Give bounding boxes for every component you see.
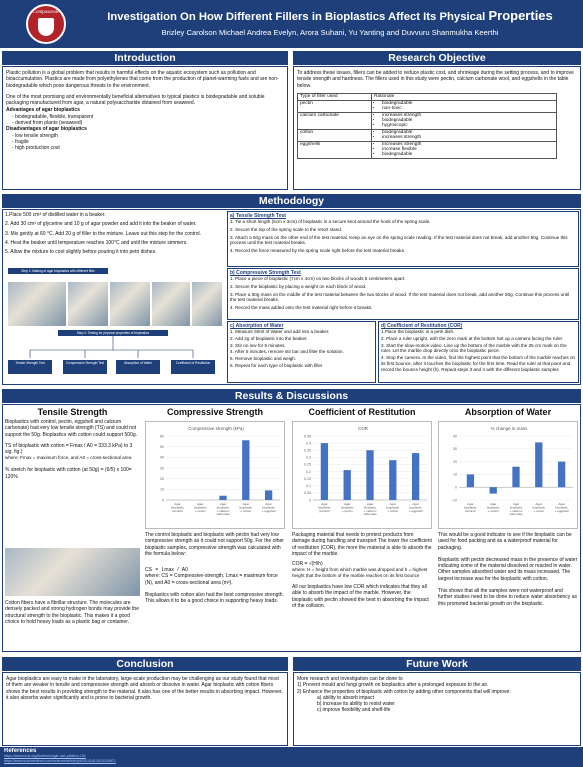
- tensile-results: [5, 407, 140, 480]
- y-tick-label: 0.3: [306, 455, 311, 460]
- absorption-step: 1. Measure 50ml of Water and add into a beaker.: [230, 329, 330, 334]
- absorption-method: [227, 321, 376, 383]
- table-cell: • biodegradable • non-toxic: [372, 100, 557, 112]
- chart-title: % change in mass: [490, 426, 528, 431]
- tensile-step: 3. Attach a 50g mass on the other end of the test material. Keep an eye on the spring scale reading. If the test material does not break, add another 50g. Continue this process until the test material breaks.: [230, 234, 568, 246]
- method-step: 3. Mix gently at 60 °C. Add 20 g of filler to the mixture. Leave out this step for the control.: [5, 230, 201, 237]
- y-tick-label: 60: [160, 434, 164, 439]
- cor-step: 4. Stop the camera. In the video, find the highest point that the bottom of the marble reaches on its first bounce, after it touches the bioplastic for the first time. Read the ruler at that point and record the bounce height (h). Repeat steps 3 and 4 with the different bioplastic samples: [381, 355, 576, 372]
- list-item: - fragile: [12, 138, 29, 145]
- absorption-p1: This would be a good indicator to see if the bioplastic can be used for food packing and as a waterproof material for packaging.: [438, 532, 572, 551]
- objective-heading: Research Objective: [293, 51, 581, 65]
- chart-title: COR: [358, 426, 368, 431]
- x-tick-label: Agar bioplastic + pectin: [486, 502, 500, 513]
- absorption-step: 6. Repeat for each type of bioplastic with filler: [230, 362, 323, 368]
- tensile-method-title: a) Tensile Strength Test: [230, 213, 286, 219]
- cor-heading: Coefficient of Restitution: [308, 407, 416, 417]
- compressive-step: 2. Secure the bioplastic by placing a weight on each block of wood.: [230, 283, 367, 289]
- bar: [265, 490, 272, 500]
- table-cell: cotton: [298, 129, 372, 141]
- bar: [242, 440, 249, 500]
- lab-photo-2: [68, 282, 108, 326]
- filler-table: [297, 93, 557, 159]
- lab-photo-5: [192, 282, 222, 326]
- compressive-where: where: CS = Compressive-strength, Lmax = maximum force (N), and A0 = cross-sectional area (m²).: [145, 573, 278, 586]
- y-tick-label: 0: [455, 485, 457, 490]
- bar: [321, 443, 328, 500]
- y-tick-label: 0: [162, 498, 164, 503]
- conclusion-text: Agar bioplastics are easy to make in the laboratory, large-scale production may be challenging as our study found that most of them are weaker in tensile and compressive strength and absorb or dissolve in water. Agar bioplastic with cotton fibers shows the best results in providing strength to the material. It also has one of the better results in absorbing impact. However, it also absorbs water significantly and is prone to bacterial growth.: [6, 676, 283, 701]
- table-header-row: [298, 93, 557, 100]
- absorption-chart: [439, 422, 579, 530]
- tensile-where: where: Fmax = maximum force, and A0 = cross-sectional area: [5, 455, 132, 461]
- flow-test-compressive: Compressive Strength Test: [63, 360, 107, 374]
- cor-method-title: d) Coefficient of Restitution (COR): [381, 323, 463, 329]
- y-tick-label: 0.35: [304, 448, 311, 453]
- logo-shield: [38, 18, 54, 36]
- references-heading: References: [4, 748, 37, 754]
- x-tick-label: Agar bioplastic + cotton: [239, 502, 253, 513]
- compressive-formula: CS = Lmax / A0: [145, 567, 188, 574]
- cor-where: where: H = height from which marble was dropped and h = highest height that the bottom of the marble reaches on its first bounce: [292, 567, 428, 579]
- x-tick-label: Agar bioplastic + pectin: [340, 502, 354, 513]
- tensile-p1: Bioplastics with control, pectin, eggshell and calcium carbonate) had very low tensile strength (TS) and could not support the 50g. Bioplastics with cotton could support 500g.: [5, 419, 138, 438]
- tensile-formula: TS of bioplastic with cotton = Fmax / A0 = 333.3 kPa) to 3 sig. fig.): [5, 442, 133, 456]
- tensile-step: 4. Record the force measured by the spring scale right before the test material breaks.: [230, 248, 406, 254]
- future-box: [293, 672, 581, 746]
- compressive-p1: The control bioplastic and bioplastic with pectin had very low compressive strength as it could not support 50g. For the other bioplastic samples, compressive strength was calculated with the formula below:: [145, 532, 284, 557]
- absorption-step: 5. Remove bioplastic and weigh.: [230, 356, 297, 362]
- compressive-p2: Bioplastics with cotton also had the best compressive strength. This allows it to be a good choice in supporting heavy loads.: [145, 592, 284, 605]
- disadvantages-list: [6, 133, 284, 152]
- bar: [535, 442, 542, 487]
- flow-test-tensile: Tensile Strength Test: [8, 360, 52, 374]
- table-cell: eggshells: [298, 141, 372, 158]
- cor-p1: Packaging material that needs to protect products from damage during handling and transport The lower the coefficient of restitution (COR), the more the material is able to absorb the impact of the marble.: [292, 532, 432, 557]
- tensile-photo: [5, 548, 140, 596]
- x-tick-label: Agar bioplastic (control): [318, 502, 331, 513]
- x-tick-label: Agar bioplastic (control): [464, 502, 477, 513]
- absorption-step: 3. Stir on low for 5 minutes.: [230, 342, 286, 348]
- y-tick-label: 0.15: [304, 476, 311, 481]
- bar: [366, 450, 373, 500]
- future-item: 2) Enhance the properties of bioplastic with cotton by adding other components that will improve:: [297, 688, 511, 695]
- chart-title: Compressive strength (kPa): [188, 426, 244, 431]
- compressive-heading: Compressive Strength: [166, 407, 264, 417]
- table-header: Rationale: [372, 93, 557, 100]
- bar: [412, 453, 419, 500]
- table-row: [298, 141, 557, 158]
- conclusion-box: [2, 672, 288, 746]
- x-tick-label: Agar bioplastic + eggshell: [554, 502, 569, 513]
- title-end: Properties: [488, 8, 553, 23]
- methodology-heading: Methodology: [2, 194, 581, 208]
- table-row: [298, 100, 557, 112]
- tensile-p2: Cotton fibers have a fibrillar structure. The molecules are densely packed and strong hydrogen bonds may provide the structural strength to the bioplastic. This makes it a good choice to hold heavy loads as a plastic bag or container.: [5, 600, 139, 625]
- table-cell: pectin: [298, 100, 372, 112]
- authors: Brizley Carolson Michael Andrea Evelyn, Arora Suhani, Yu Yanting and Duvvuru Shanmukha Keerthi: [161, 28, 499, 37]
- absorption-heading: Absorption of Water: [464, 407, 552, 417]
- absorption-p3: This shows that all the samples were not waterproof and further studies need to be done to reduce water absorbency as this promoted bacterial growth on the bioplastic.: [438, 588, 577, 607]
- absorption-results: [438, 407, 578, 417]
- bar: [219, 496, 226, 500]
- y-tick-label: 30: [453, 447, 457, 452]
- x-tick-label: Agar bioplastic + calcium carbonate: [216, 502, 230, 517]
- method-step: 2. Add 30 cm³ of glycerine and 10 g of agar powder and add it into the beaker of water.: [5, 221, 197, 228]
- method-steps: [5, 212, 220, 255]
- tensile-method: [227, 211, 579, 267]
- flow-test-absorption: Absorption of Water: [116, 360, 160, 374]
- absorption-step: 4. After 5 minutes, remove stir bar and filter the solution.: [230, 349, 344, 355]
- cor-step: 1.Place the bioplastic in a petri dish.: [381, 329, 455, 334]
- table-cell: • Increases strength • Increase flexible • biodegradable: [372, 141, 557, 158]
- y-tick-label: 0.05: [304, 491, 311, 496]
- y-tick-label: 20: [453, 459, 457, 464]
- y-tick-label: -10: [451, 498, 457, 503]
- y-tick-label: 0.45: [304, 434, 311, 439]
- bar: [344, 470, 351, 500]
- y-tick-label: 30: [160, 466, 164, 471]
- y-tick-label: 20: [160, 476, 164, 481]
- cor-results: [292, 407, 432, 417]
- table-row: [298, 112, 557, 129]
- compressive-text: [145, 532, 285, 605]
- x-tick-label: Agar bioplastic + eggshell: [261, 502, 276, 513]
- tensile-discussion: [5, 600, 140, 625]
- absorption-step: 2. Add 2g of bioplastic into the beaker.: [230, 335, 308, 341]
- y-tick-label: 0.25: [304, 462, 311, 467]
- bar: [558, 462, 565, 488]
- cor-step: 3. Start the slow-motion video. Line up the bottom of the marble with the 25 cm mark on the ruler. Let the marble drop directly onto the bioplastic piece.: [381, 342, 567, 354]
- table-cell: • biodegradable • increases strength: [372, 129, 557, 141]
- y-tick-label: 50: [160, 444, 164, 449]
- x-tick-label: Agar bioplastic (control): [171, 502, 184, 513]
- compressive-chart: [146, 422, 286, 530]
- cor-p2: All our bioplastics have low COR which indicates that they all able to absorb the impact of the marble. However, the bioplastic with pectin showed the best in absorbing the impact of the collision.: [292, 584, 429, 609]
- future-subitem: a) ability to absorb impact: [317, 694, 374, 701]
- reference-link[interactable]: https://www.nrdc.org/stories/single-use-plastics-101: [4, 754, 86, 758]
- y-tick-label: 0: [309, 498, 311, 503]
- list-item: - high production cost: [12, 145, 60, 152]
- table-cell: • increases strength • biodegradable • hygroscopic: [372, 112, 557, 129]
- poster-title: [80, 8, 580, 23]
- lab-photo-1: [8, 282, 66, 326]
- absorption-text: [438, 532, 578, 607]
- bar: [467, 474, 474, 487]
- y-tick-label: 10: [160, 487, 164, 492]
- advantages-list: [6, 114, 284, 127]
- table-cell: calcium carbonate: [298, 112, 372, 129]
- method-step: 5. Allow the mixture to cool slightly before pouring it into petri dishes.: [5, 249, 157, 256]
- absorption-p2: Bioplastic with pectin decreased mass in the presence of water indicating some of the material dissolved or reacted in water. Other samples absorbed water and its mass increased. The largest increase was for the bioplastic with cotton.: [438, 556, 578, 582]
- lab-photo-4: [152, 282, 190, 326]
- logo-text: Compassvale: [32, 10, 60, 15]
- bar: [512, 467, 519, 487]
- y-tick-label: 40: [453, 434, 457, 439]
- disadvantages-title: Disadvantages of agar bioplastics: [6, 126, 87, 133]
- x-tick-label: Agar bioplastic + cotton: [532, 502, 546, 513]
- compressive-step: 4. Record the mass added onto the test material right before it breaks.: [230, 305, 373, 311]
- absorption-method-title: c) Absorption of Water: [230, 323, 284, 329]
- school-logo: [26, 4, 66, 44]
- flow-step1: Step 1: Making of agar bioplastics with different filler: [8, 268, 108, 274]
- bar: [389, 460, 396, 500]
- cor-chart: [293, 422, 433, 530]
- tensile-stretch: % stretch for bioplastic with cotton (at 50g) = (6/5) x 100= 120%: [5, 467, 132, 480]
- compressive-step: 1. Place a piece of bioplastic (7cm x 4cm) on two blocks of woods 5 centimeters apart.: [230, 276, 406, 281]
- introduction-box: [2, 66, 288, 190]
- results-heading: Results & Discussions: [2, 389, 581, 403]
- cor-text: [292, 532, 432, 609]
- cor-method: [378, 321, 579, 383]
- compressive-method-title: b) Compressive Strength Test: [230, 270, 301, 276]
- x-tick-label: Agar bioplastic + pectin: [193, 502, 207, 513]
- y-tick-label: 40: [160, 455, 164, 460]
- flow-step2: Step 2: Testing for physical properties of bioplastics: [58, 330, 168, 336]
- objective-box: [293, 66, 581, 190]
- flow-test-cor: Coefficient of Restitution: [171, 360, 215, 374]
- cor-formula: COR = √(H/h): [292, 561, 323, 568]
- title-main: Investigation On How Different Fillers in Bioplastics Affect Its Physical: [107, 11, 486, 23]
- future-subitem: b) increase its ability to resist water: [317, 701, 395, 708]
- y-tick-label: 0.2: [306, 469, 311, 474]
- y-tick-label: 10: [453, 472, 457, 477]
- intro-p1: Plastic pollution is a global problem that results in harmful effects on the aquatic ecosystem such as pollution and bioaccumulation. Plastics are made from polyethylenes that come from the production of planet-warming fuels and are non-biodegradable which pose dangerous threats to the environment.: [6, 70, 279, 89]
- future-item: 1) Prevent mould and fungi growth on bioplastics after a prolonged exposure to the air.: [297, 682, 489, 689]
- cor-step: 2. Place a ruler upright, with the zero mark at the bottom Set up a camera facing the ruler.: [381, 335, 564, 341]
- introduction-heading: Introduction: [2, 51, 288, 65]
- references: [4, 748, 579, 767]
- method-step: 1.Place 500 cm³ of distilled water in a beaker.: [5, 212, 106, 218]
- advantages-title: Advantages of agar bioplastics: [6, 107, 80, 114]
- objective-text: To address these issues, fillers can be added to reduce plastic cost, and shrinkage during the setting process, and to improve tensile strength and hardness. The fillers used in this study were pectin, calcium carbonate wool, and eggshells in the table below.: [297, 70, 574, 89]
- table-header: Type of filler used: [298, 93, 372, 100]
- tensile-heading: Tensile Strength: [37, 407, 108, 417]
- compressive-step: 3. Place a 50g mass on the middle of the test material between the two blocks of wood. If the test material does not break, add another 50g. Continue this process until the test material breaks.: [230, 291, 570, 303]
- lab-photo-3: [110, 282, 150, 326]
- x-tick-label: Agar bioplastic + eggshell: [408, 502, 423, 513]
- conclusion-heading: Conclusion: [2, 657, 288, 671]
- compressive-chart-frame: [145, 421, 285, 529]
- future-heading: Future Work: [293, 657, 581, 671]
- compressive-method: [227, 268, 579, 320]
- list-item: - biodegradable, flexible, transparent: [12, 113, 94, 120]
- future-subitem: c) improve flexibility and shelf-life: [317, 707, 391, 714]
- tensile-step: 1. Tie a short length (5cm x 3cm) of bioplastic in a secure knot around the hook of the spring scale.: [230, 219, 431, 224]
- tensile-step: 2. Secure the top of the spring scale to the retort stand.: [230, 226, 343, 232]
- absorption-chart-frame: [438, 421, 578, 529]
- reference-link[interactable]: https://www.sciencedirect.com/science/article/pii/S0141813020329871: [4, 758, 116, 763]
- intro-p2: One of the most promising and environmentally beneficial alternatives to typical plastics is biodegradable and soluble packaging manufactured from agar, a natural polysaccharide obtained from seaweed.: [6, 93, 265, 107]
- future-intro: More research and investigation can be done to: [297, 676, 403, 682]
- x-tick-label: Agar bioplastic + cotton: [386, 502, 400, 513]
- list-item: - derived from plants (seaweed): [12, 120, 83, 127]
- y-tick-label: 0.4: [306, 441, 311, 446]
- list-item: - low tensile strength: [12, 132, 58, 139]
- bar: [490, 487, 497, 493]
- x-tick-label: Agar bioplastic + calcium carbonate: [509, 502, 523, 517]
- x-tick-label: Agar bioplastic + calcium carbonate: [363, 502, 377, 517]
- table-row: [298, 129, 557, 141]
- method-step: 4. Heat the beaker until temperature reaches 100°C and until the mixture simmers.: [5, 239, 188, 246]
- y-tick-label: 0.1: [306, 484, 311, 489]
- cor-chart-frame: [292, 421, 432, 529]
- compressive-results: [145, 407, 285, 417]
